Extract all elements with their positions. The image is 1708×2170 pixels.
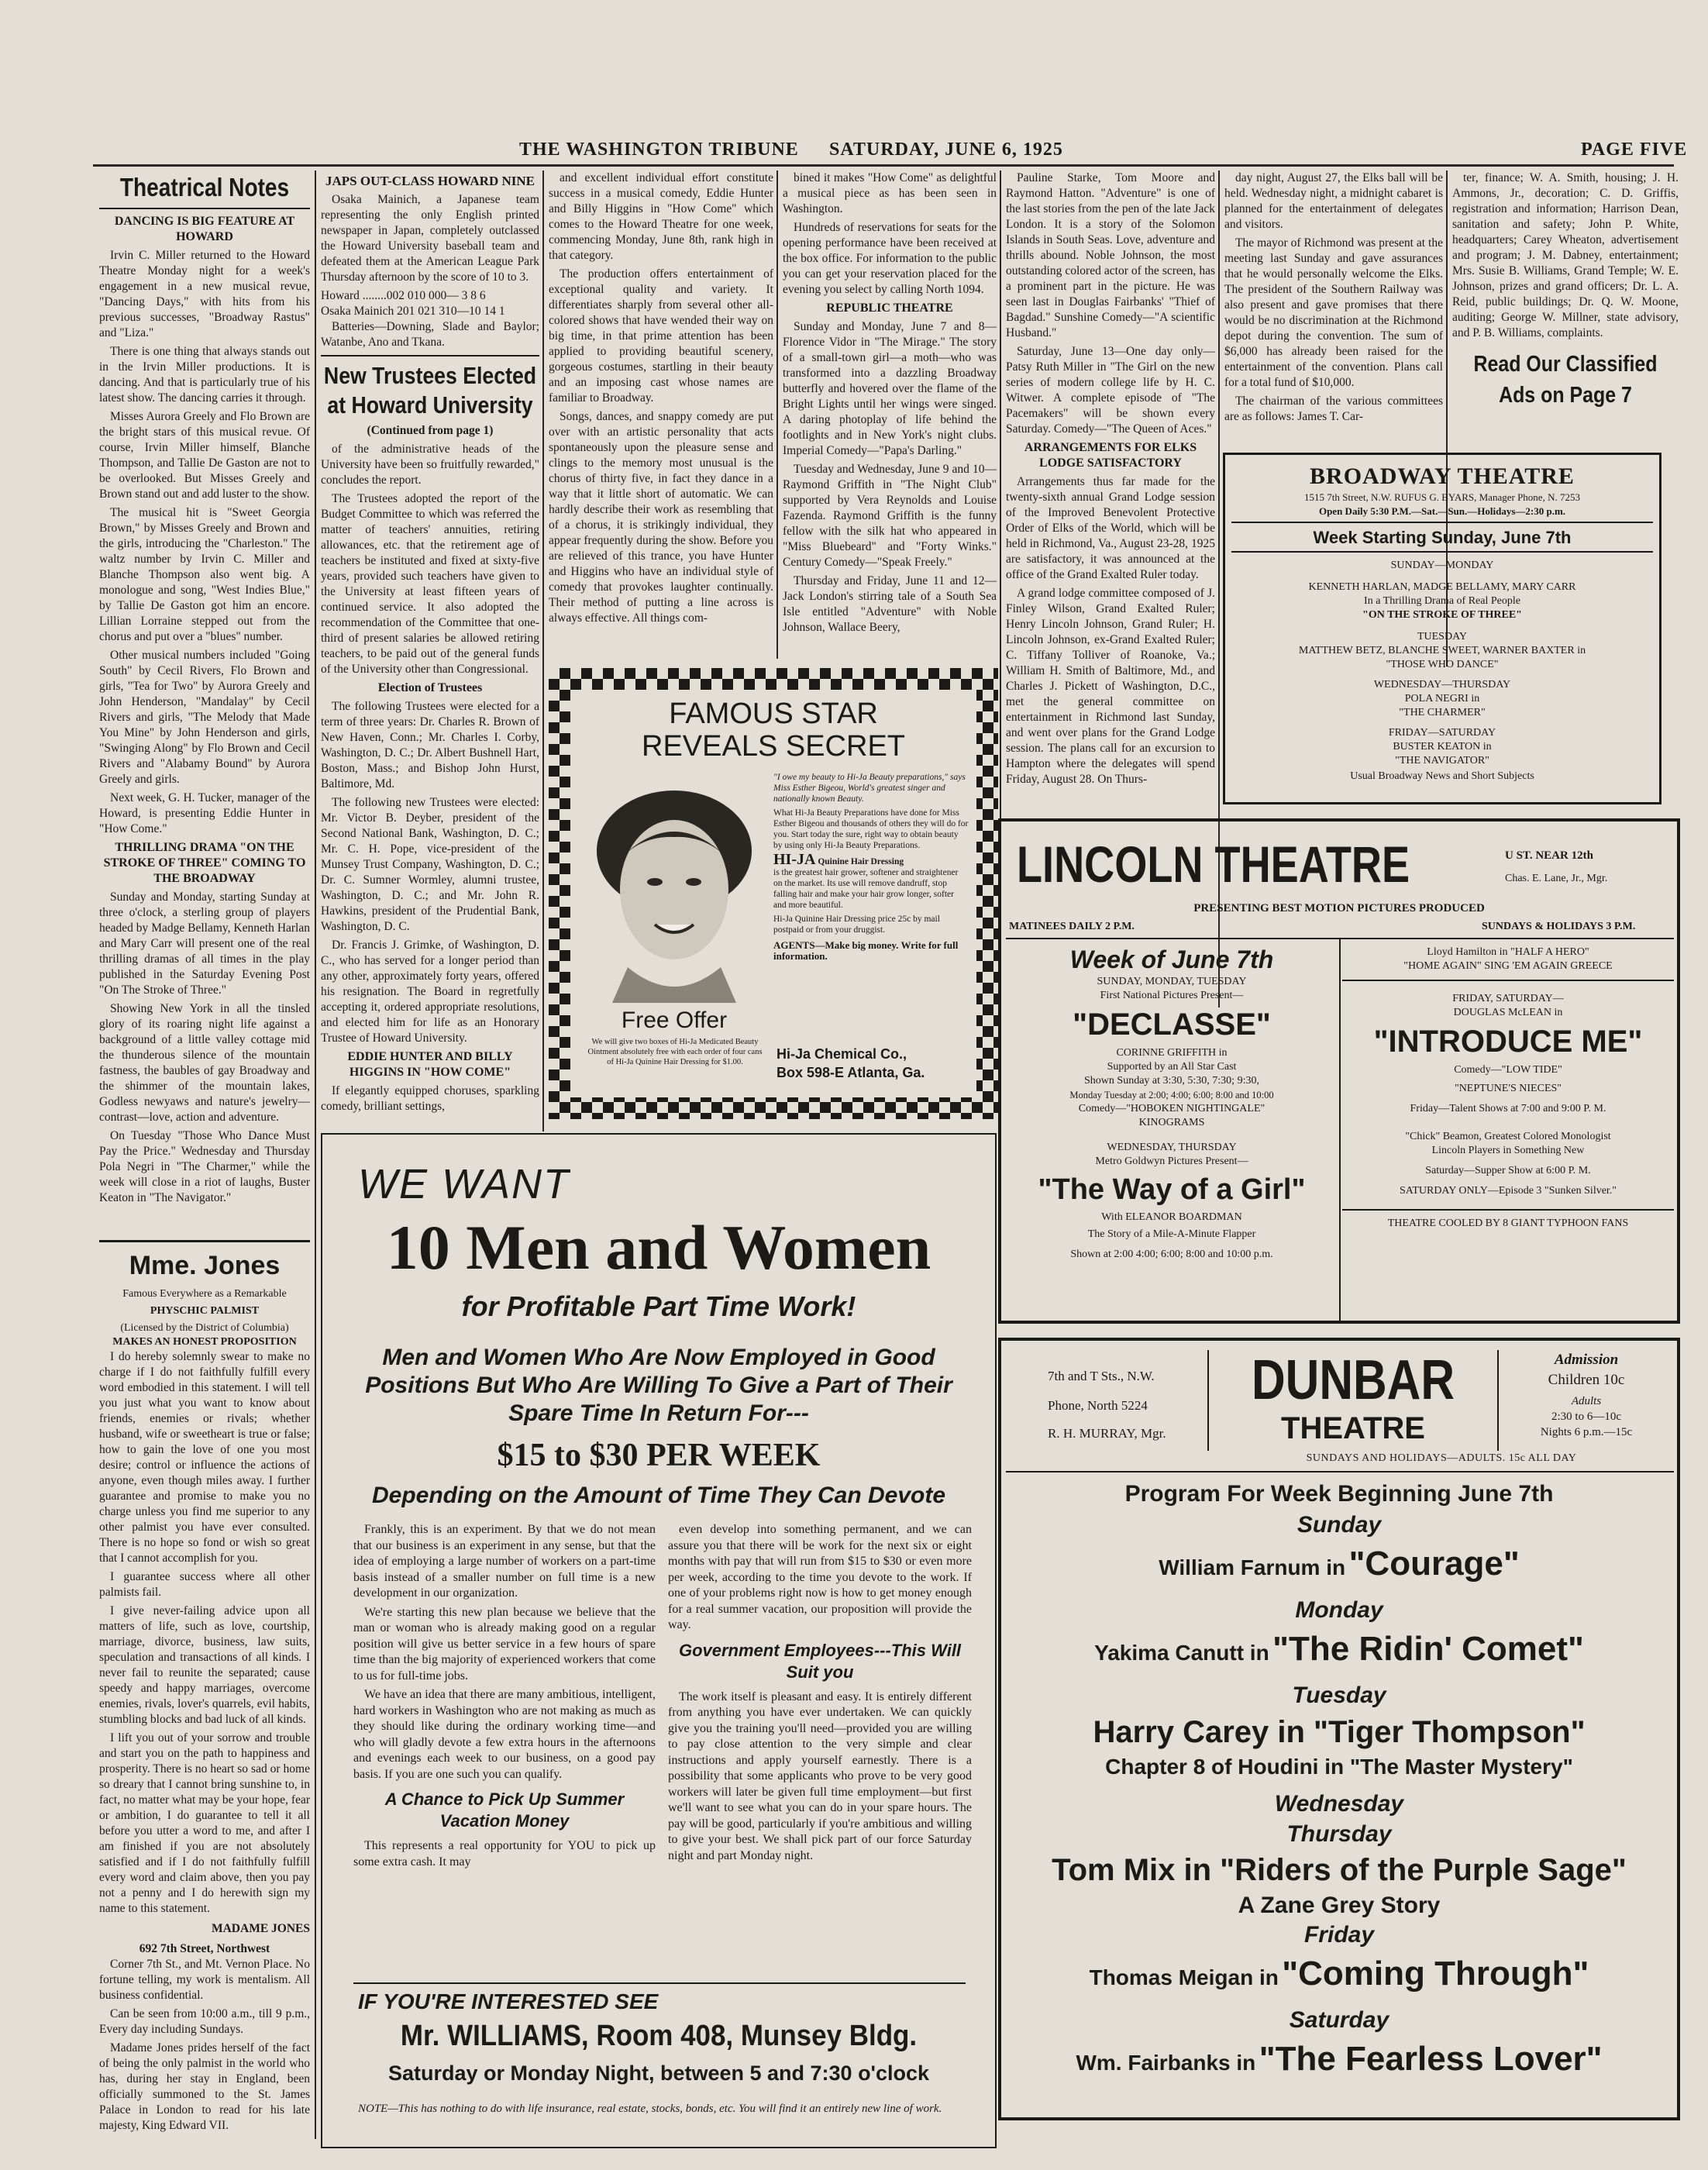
ad-headline: MAKES AN HONEST PROPOSITION [112, 1336, 297, 1348]
ad-we-want [321, 1133, 997, 2148]
article-text: of the administrative heads of the University have been so fruitfully rewarded," concludes the report. [321, 443, 539, 487]
ad-text: I lift you out of your sorrow and trouble and start you on the path to happiness and prosperity. There is no heart so sad or home so dreary that I cannot bring sunshine to, in fact, no matter what may be your hope, fear or ambition, I do guarantee to tell it all before you utter a word to me, and after I am finished if you are not absolutely satisfied and if I do not faithfully fulfill every word and claim above, then you pay not a penny and I do herewith sign my name to this statement. [99, 1731, 310, 1915]
article-text: Next week, G. H. Tucker, manager of the Howard, is presenting Eddie Hunter in "How Come." [99, 791, 310, 835]
program-heading: Program For Week Beginning June 7th [1124, 1481, 1554, 1507]
ad-free-text: We will give two boxes of Hi-Ja Medicated Beauty Ointment absolutely free with each order of four cans of Hi-Ja Quinine Hair Dressing for $1.00. [587, 1038, 763, 1066]
ad-broadway-theatre [1223, 453, 1662, 804]
schedule-line: Comedy—"HOBOKEN NIGHTINGALE" [1078, 1103, 1266, 1114]
ad-signature: MADAME JONES [211, 1922, 310, 1935]
classified-notice: Read Our Classified Ads on Page 7 [1473, 352, 1658, 408]
lincoln-left [1006, 944, 1338, 1262]
ad-title: FAMOUS STAR [669, 698, 878, 730]
ad-text: We're starting this new plan because we believe that the man or woman who is already making good on a regular position will give us better service in a few hours of spare time than the big majority of experienced workers that come to us for full-time jobs. [353, 1605, 656, 1683]
masthead-paper: THE WASHINGTON TRIBUNE [519, 140, 799, 160]
program-film: "The Ridin' Comet" [1272, 1630, 1584, 1668]
article-text: ter, finance; W. A. Smith, housing; J. H. Ammons, Jr., decoration; C. D. Griffis, registration and information; Harrison Dean, sanitation and safety; John P. White, headquarters; Carey Wheaton, advertisement and program; J. M. Dabney, entertainment; Mrs. Susie B. Williams, Grand Temple; W. E. Johnson, prizes and grand officers; Dr. L. A. Reid, public buildings; Dr. Q. W. Moone, auditing; George W. Millner, state advisory, and P. B. Williams, complaints. [1452, 171, 1679, 339]
article-text: day night, August 27, the Elks ball will be held. Wednesday night, a midnight cabaret is planned for the entertainment of delegates and visitors. [1224, 171, 1443, 231]
ad-lincoln-theatre [998, 818, 1680, 1324]
theatre-manager: Chas. E. Lane, Jr., Mgr. [1505, 873, 1608, 884]
schedule-film: "THOSE WHO DANCE" [1386, 659, 1499, 670]
film-title: "The Way of a Girl" [1038, 1173, 1306, 1206]
program-day: Thursday [1286, 1821, 1392, 1847]
program-actor: Yakima Canutt in [1094, 1641, 1269, 1665]
ad-text: Can be seen from 10:00 a.m., till 9 p.m., Every day including Sundays. [99, 2007, 310, 2036]
article-text: A grand lodge committee composed of J. Finley Wilson, Grand Exalted Ruler; Henry Lincoln Johnson, Grand Ruler; H. Lincoln Johnson, ex-Grand Exalted Ruler; C. Tiffany Tolliver of Roanoke, Va.; William H. Smith of Baltimore, Md., and Charles J. Pickett of Washington, D.C., met the general committee on entertainment in Richmond last Sunday, and went over plans for the Grand Lodge session. The plans call for an excursion to Hampton where the delegates will spend Friday, August 28. On Thurs- [1006, 587, 1215, 786]
program-actor: William Farnum in [1159, 1555, 1346, 1579]
dunbar-program [1001, 1479, 1677, 2091]
program-day: Tuesday [1292, 1683, 1386, 1708]
program-film: "The Fearless Lover" [1259, 2040, 1603, 2078]
column-rule [542, 170, 544, 1132]
schedule-line: Lloyd Hamilton in "HALF A HERO" [1427, 946, 1589, 958]
brand-name: HI-JA [773, 851, 816, 868]
continued-note: (Continued from page 1) [367, 424, 494, 437]
schedule-line: KINOGRAMS [1138, 1117, 1205, 1128]
masthead-page: PAGE FIVE [1581, 140, 1688, 160]
program-day: Friday [1303, 1922, 1375, 1948]
article-text: If elegantly equipped choruses, sparkling comedy, brilliant settings, [321, 1084, 539, 1113]
ad-divider [353, 1982, 966, 1984]
program-serial: Chapter 8 of Houdini in "The Master Mystery" [1105, 1755, 1573, 1779]
schedule-line: Monday Tuesday at 2:00; 4:00; 6:00; 8:00 and 10:00 [1069, 1090, 1274, 1100]
schedule-film: "THE CHARMER" [1399, 707, 1486, 718]
ad-subhead: A Chance to Pick Up Summer Vacation Money [384, 1789, 625, 1831]
theatre-address: 1515 7th Street, N.W. RUFUS G. BYARS, Manager Phone, N. 7253 [1304, 491, 1580, 503]
program-film: Tom Mix in "Riders of the Purple Sage" [1052, 1853, 1627, 1887]
brand-product: Quinine Hair Dressing [818, 857, 904, 866]
headline-trustees: New Trustees Elected at Howard University [323, 362, 537, 418]
ad-subheadline: for Profitable Part Time Work! [461, 1291, 856, 1322]
column-howard-news [321, 170, 539, 1132]
headline: THRILLING DRAMA "ON THE STROKE OF THREE" COMING TO THE BROADWAY [103, 841, 306, 885]
header-rule [93, 164, 1674, 167]
ad-text: Corner 7th St., and Mt. Vernon Place. No fortune telling, my work is mentalism. All business confidential. [99, 1958, 310, 2002]
ad-hija-border [549, 668, 998, 1119]
schedule-film: "ON THE STROKE OF THREE" [1362, 609, 1522, 621]
ad-hija [570, 690, 976, 1097]
ad-text: is the greatest hair grower, softener and straightener on the market. Its use will remove dandruff, stop falling hair and make your hair grow longer, softer and more beautiful. [773, 868, 959, 910]
schedule-day: FRIDAY—SATURDAY [1388, 727, 1496, 739]
column-committees [1452, 170, 1679, 450]
ad-company: Hi-Ja Chemical Co., [777, 1046, 907, 1062]
ad-agents: AGENTS—Make big money. Write for full information. [773, 939, 959, 962]
ad-left-column [353, 1522, 656, 1979]
schedule-footer: THEATRE COOLED BY 8 GIANT TYPHOON FANS [1387, 1218, 1629, 1229]
theatre-title: DUNBAR [1251, 1350, 1455, 1410]
ad-contact: Mr. WILLIAMS, Room 408, Munsey Bldg. [400, 2020, 918, 2052]
schedule-desc: In a Thrilling Drama of Real People [1364, 595, 1520, 607]
program-actor: Wm. Fairbanks in [1076, 2051, 1256, 2075]
ad-note: NOTE—This has nothing to do with life insurance, real estate, stocks, bonds, etc. You will find it an entirely new line of work. [358, 2103, 942, 2115]
theatre-title: LINCOLN THEATRE [1017, 837, 1410, 891]
ad-text: I guarantee success where all other palmists fail. [99, 1570, 310, 1599]
program-note: A Zane Grey Story [1238, 1893, 1441, 1918]
schedule-cast: KENNETH HARLAN, MADGE BELLAMY, MARY CARR [1308, 581, 1576, 593]
schedule-line: DOUGLAS McLEAN in [1453, 1007, 1563, 1018]
box-score: Howard ........002 010 000— 3 8 6 [321, 289, 486, 302]
schedule-line: The Story of a Mile-A-Minute Flapper [1087, 1228, 1256, 1240]
schedule-film: "THE NAVIGATOR" [1395, 755, 1489, 766]
schedule-cast: POLA NEGRI in [1404, 693, 1480, 704]
ad-text: Madame Jones prides herself of the fact of being the only palmist in the world who has, during her stay in England, been officially summoned to the St. James Palace in London to read for his late majesty, King Edward VII. [99, 2041, 310, 2132]
schedule-line: Comedy—"LOW TIDE" [1454, 1064, 1562, 1076]
program-actor: Thomas Meigan in [1089, 1965, 1279, 1989]
program-film: Harry Carey in "Tiger Thompson" [1093, 1715, 1586, 1749]
schedule-line: "HOME AGAIN" SING 'EM AGAIN GREECE [1403, 960, 1613, 972]
article-text: The production offers entertainment of exceptional quality and variety. It differentiates sharply from several other all-colored shows that have wended their way on big time, in that prime attention has been applied to providing beautiful scenery, gorgeous costumes, startling in their beauty and an imposing cast whose names are familiar to Broadway. [549, 267, 773, 405]
column-theatrical-notes [99, 170, 310, 1209]
schedule-day: WEDNESDAY—THURSDAY [1373, 679, 1511, 691]
article-text: Other musical numbers included "Going South" by Cecil Rivers, Flo Brown and girls, "Tea for Two" by Aurora Greely and John Henderson, "Mandalay" by Cecil Rivers and girls, "The Melody that Made You Mine" by John Henderson and girls, "Swinging Along" by Flo Brown and Cecil Rivers and "Alabamy Bound" by Aurora Greely and girls. [99, 649, 310, 786]
lincoln-vdivider [1339, 938, 1341, 1321]
theatre-manager: R. H. MURRAY, Mgr. [1048, 1426, 1166, 1441]
ad-pay: $15 to $30 PER WEEK [497, 1438, 821, 1473]
program-day: Monday [1295, 1597, 1383, 1623]
dunbar-divider [1006, 1471, 1674, 1472]
article-text: Thursday and Friday, June 11 and 12—Jack London's stirring tale of a South Sea Isle entitled "Adventure" with Noble Johnson, Wallace Beery, [783, 574, 997, 634]
article-text: bined it makes "How Come" as delightful a musical piece as has been seen in Washington. [783, 171, 997, 215]
program-day: Wednesday [1274, 1791, 1404, 1817]
article-text: Sunday and Monday, June 7 and 8—Florence Vidor in "The Mirage." The story of a small-town girl—a moth—who was transformed into a dazzling Broadway butterfly and hovered over the flame of the Bright Lights until her wings were singed. A daring photoplay of life behind the footlights and in New York's night clubs. Imperial Comedy—"Papa's Darling." [783, 320, 997, 457]
column-rule [777, 170, 778, 659]
ad-text: Frankly, this is an experiment. By that we do not mean that our business is an experiment in any sense, but that the idea of employing a large number of workers on a part-time basis instead of a smaller number on full time is a new development in our organization. [353, 1523, 656, 1600]
ad-title: Mme. Jones [129, 1251, 281, 1280]
ad-subtitle: PHYSCHIC PALMIST [150, 1305, 260, 1317]
article-text: Songs, dances, and snappy comedy are put over with an artistic personality that acts spontaneously upon the pleasure sense and clings to the memory most unusual is the chorus of thirty five, in fact they dance in a way that it little short of automatic. We can hardly describe their work as resembling that of a chorus, it is strikingly individual, they appear frequently during the show. Before you are relieved of this trance, you have Hunter and Higgins who have an individual style of comedy that provokes laughter continually. Their method of putting a line across is always effective. All things com- [549, 410, 773, 625]
article-text: Tuesday and Wednesday, June 9 and 10—Raymond Griffith in "The Night Club" supported by Vera Reynolds and Louise Fazenda. Raymond Griffith is the funny fellow with the silk hat who appeared in "Miss Bluebeard" and "Forty Winks." Century Comedy—"Speak Freely." [783, 463, 997, 569]
article-text: Sunday and Monday, starting Sunday at three o'clock, a sterling group of players headed by Madge Bellamy, Kenneth Harlan and Mary Carr will present one of the real thrilling dramas of all times in the play published in the Saturday Evening Post "On The Stroke of Three." [99, 890, 310, 997]
ad-pay-note: Depending on the Amount of Time They Can Devote [371, 1483, 946, 1508]
ad-subhead: Government Employees---This Will Suit you [678, 1640, 962, 1682]
ad-mme-jones [99, 1240, 310, 2155]
article-text: Misses Aurora Greely and Flo Brown are the bright stars of this musical revue. Of course, Irvin Miller himself, Blanche Thompson, and Tallie De Gaston are not to be overlooked. But Misses Greely and Brown stand out and add luster to the show. [99, 410, 310, 501]
headline: DANCING IS BIG FEATURE AT HOWARD [114, 215, 295, 243]
schedule-line: Friday—Talent Shows at 7:00 and 9:00 P. M. [1410, 1103, 1606, 1114]
schedule-line: SATURDAY ONLY—Episode 3 "Sunken Silver." [1399, 1185, 1617, 1197]
ad-contact-time: Saturday or Monday Night, between 5 and 7:30 o'clock [387, 2062, 930, 2085]
portrait-image [581, 773, 767, 1003]
column-elks-cont [1224, 170, 1443, 450]
ad-title: REVEALS SECRET [642, 730, 905, 763]
schedule-day: WEDNESDAY, THURSDAY [1107, 1142, 1237, 1153]
film-title: "INTRODUCE ME" [1373, 1025, 1643, 1059]
week-heading: Week Starting Sunday, June 7th [1313, 528, 1572, 547]
article-text: Pauline Starke, Tom Moore and Raymond Hatton. "Adventure" is one of the last stories from the pen of the late Jack London. It is a story of the Solomon Islands in South Seas. Love, adventure and thrills abound. Noble Johnson, the most outstanding colored actor of the screen, has a prominent part in the picture. He was seen last in Douglas Fairbanks' "Thief of Bagdad." Sunshine Comedy—"A scientific Husband." [1006, 171, 1215, 339]
article-text: Dr. Francis J. Grimke, of Washington, D. C., who has served for a longer period than any other, approximately forty years, offered his resignation. The Board in regretfully accepting it, ordered appropriate resolutions, and elected him for life as an Honorary Trustee of Howard University. [321, 939, 539, 1045]
subhead: Election of Trustees [377, 681, 483, 694]
article-text: Batteries—Downing, Slade and Baylor; Watanbe, Ano and Tkana. [321, 320, 539, 349]
schedule-day: FRIDAY, SATURDAY— [1452, 993, 1564, 1004]
theatre-title: BROADWAY THEATRE [1310, 463, 1575, 489]
schedule-cast: MATTHEW BETZ, BLANCHE SWEET, WARNER BAXTER in [1298, 645, 1586, 656]
article-text: The chairman of the various committees are as follows: James T. Car- [1224, 394, 1443, 423]
ad-dunbar-theatre [998, 1338, 1680, 2120]
theatre-phone: Phone, North 5224 [1048, 1398, 1148, 1413]
article-text: Osaka Mainich, a Japanese team representing the only English printed newspaper in Japan, completely outclassed the Howard University baseball team and defeated them at the American League Park Thursday afternoon by the score of 10 to 3. [321, 193, 539, 284]
admission-label: Admission [1554, 1352, 1619, 1368]
ad-company-address: Box 598-E Atlanta, Ga. [777, 1065, 925, 1080]
ad-address: 692 7th Street, Northwest [139, 1942, 270, 1955]
article-text: The mayor of Richmond was present at the meeting last Sunday and gave assurances that he would personally welcome the Elks. The president of the Southern Railway was also present and gave promises that there would be no discrimination at the Richmond depot during the convention. The sum of $6,000 has already been raised for the entertainment of the convention. Plans call for a total fund of $10,000. [1224, 236, 1443, 389]
theatre-tagline: PRESENTING BEST MOTION PICTURES PRODUCED [1193, 902, 1485, 914]
program-film: "Coming Through" [1282, 1955, 1589, 1993]
lincoln-right [1342, 946, 1674, 1231]
article-text: Irvin C. Miller returned to the Howard Theatre Monday night for a week's engagement in a new musical revue, "Dancing Days," with hits from his previous successes, "Broadway Rastus" and "Liza." [99, 249, 310, 339]
dunbar-title-box [1497, 1350, 1499, 1451]
ad-body-headline: Men and Women Who Are Now Employed in Good Positions But Who Are Willing To Give a Part of Their Spare Time In Return For--- [365, 1345, 952, 1426]
admission-matinee: 2:30 to 6—10c [1551, 1410, 1621, 1423]
ad-text: I do hereby solemnly swear to make no charge if I do not faithfully fulfill every word embodied in this statement. I will tell you just what you want to know about friends, enemies or rivals; whether husband, wife or sweetheart is true or false; how to gain the love of one you most desire; control or influence the actions of anyone, even though miles away. I further guarantee and promise to make you no charge unless you find me superior to any other palmist you have ever consulted. There is no hope so fond or wish so great that I cannot accomplish for you. [99, 1350, 310, 1565]
section-title: Theatrical Notes [119, 173, 290, 202]
ad-text: even develop into something permanent, and we can assure you that there will be work for the next six or eight months with pay that will run from $15 to $30 or even more per week, according to the time you devote to the work. If one of your problems right now is how to get money enough for a real summer vacation, our proposition will provide the way. [668, 1523, 972, 1631]
box-score: Osaka Mainich 201 021 310—10 14 1 [321, 305, 505, 318]
program-film: "Courage" [1348, 1545, 1520, 1583]
column-republic [783, 170, 997, 666]
headline: ARRANGEMENTS FOR ELKS LODGE SATISFACTORY [1024, 441, 1197, 470]
admission-nights: Nights 6 p.m.—15c [1540, 1426, 1633, 1438]
schedule-line: First National Pictures Present— [1100, 990, 1244, 1001]
schedule-line: "NEPTUNE'S NIECES" [1454, 1083, 1562, 1094]
ad-text: What Hi-Ja Beauty Preparations have done for Miss Esther Bigeou and thousands of others they will do for you. Start today the sure, right way to obtain beauty by using only Hi-Ja Beauty Preparations. [773, 808, 969, 850]
article-text: Arrangements thus far made for the twenty-sixth annual Grand Lodge session of the Improved Benevolent Protective Order of Elks of the World, which will be held in Richmond, Va., August 23-28, 1925 are satisfactory, it was announced at the office of the Grand Exalted Ruler today. [1006, 475, 1215, 581]
ad-text: We have an idea that there are many ambitious, intelligent, hard workers in Washington who are not making as much as they should like during the ordinary working time—and who will gladly devote a few extra hours in the afternoons and evenings each week to our business, on a good pay basis. If you are one such you can qualify. [353, 1688, 656, 1781]
schedule-line: Lincoln Players in Something New [1431, 1145, 1585, 1156]
schedule-line: Shown Sunday at 3:30, 5:30, 7:30; 9:30, [1084, 1075, 1259, 1087]
theatre-hours: Open Daily 5:30 P.M.—Sat.—Sun.—Holidays—2:30 p.m. [1318, 505, 1566, 517]
program-day: Sunday [1296, 1512, 1382, 1538]
article-text: and excellent individual effort constitute success in a musical comedy, Eddie Hunter and Billy Higgins in "How Come" which comes to the Howard Theatre for one week, commencing Monday, June 8th, rank high in that category. [549, 171, 773, 262]
schedule-line: Saturday—Supper Show at 6:00 P. M. [1425, 1165, 1591, 1176]
schedule-line: "Chick" Beamon, Greatest Colored Monologist [1405, 1131, 1611, 1142]
article-text: The following Trustees were elected for a term of three years: Dr. Charles R. Brown of New Haven, Conn.; Mr. Charles I. Corby, Washington, D. C.; Dr. Albert Bushnell Hart, Boston, Mass.; and Bishop John Hurst, Baltimore, Md. [321, 700, 539, 790]
ad-text: Hi-Ja Quinine Hair Dressing price 25c by mail postpaid or from your druggist. [773, 914, 940, 935]
article-text: There is one thing that always stands out in the Irvin Miller productions. It is dancing. And that is particularly true of his latest show. The dancing carries it through. [99, 345, 310, 405]
schedule-line: Supported by an All Star Cast [1107, 1061, 1237, 1073]
ad-text [773, 772, 969, 962]
admission-children: Children 10c [1548, 1372, 1625, 1388]
headline: REPUBLIC THEATRE [826, 301, 953, 315]
masthead-date: SATURDAY, JUNE 6, 1925 [829, 140, 1063, 160]
ad-note: (Licensed by the District of Columbia) [120, 1322, 289, 1334]
ad-text: I give never-failing advice upon all matters of life, such as love, courtship, marriage, divorce, business, law suits, speculation and transactions of all kinds. I never fail to reunite the separated; cause speedy and happy marriages, overcome enemies, rivals, lover's quarrels, evil habits, stumbling blocks and bad luck of all kinds. [99, 1604, 310, 1726]
schedule-line: CORINNE GRIFFITH in [1116, 1047, 1228, 1059]
admission-adults: Adults [1571, 1395, 1602, 1407]
article-text: The following new Trustees were elected: Mr. Victor B. Deyber, president of the Second National Bank, Washington, D. C.; Mr. C. H. Pope, vice-president of the Munsey Trust Company, Washington, D. C.; Dr. C. Sumner Wormley, alumni trustee, Washington, D. C.; and Mr. John R. Hawkins, president of the Prudential Bank, Washington, D. C. [321, 796, 539, 933]
article-text: On Tuesday "Those Who Dance Must Pay the Price." Wednesday and Thursday Pola Negri in "The Charmer," while the week will close in a riot of laughs, Buster Keaton in "The Navigator." [99, 1129, 310, 1204]
column-rule [315, 170, 316, 2139]
ad-interested: IF YOU'RE INTERESTED SEE [358, 1989, 659, 2013]
ad-free-offer: Free Offer [621, 1008, 728, 1033]
ad-text: The work itself is pleasant and easy. It is entirely different from anything you have ever undertaken. We can quickly give you the training you'll need—provided you are willing to pay close attention to the very simple and clear instructions and apply yourself earnestly. There is a possibility that some applicants who prove to be very good workers will later be given full time employment—but first we'll want to see what you can do in your spare hours. The pay will be good, particularly if you're ambitious and willing to give your best. We shall pick part of our force Saturday night and part Monday night. [668, 1690, 972, 1862]
schedule-day: TUESDAY [1417, 631, 1468, 642]
schedule-day: SUNDAY—MONDAY [1390, 560, 1494, 571]
ad-headline: 10 Men and Women [386, 1212, 931, 1283]
schedule-cast: BUSTER KEATON in [1393, 741, 1492, 753]
schedule-day: SUNDAY, MONDAY, TUESDAY [1097, 976, 1247, 987]
headline: JAPS OUT-CLASS HOWARD NINE [325, 174, 535, 188]
ad-right-column [668, 1522, 972, 1979]
sunday-admission: SUNDAYS AND HOLIDAYS—ADULTS. 15c ALL DAY [1306, 1452, 1577, 1464]
headline: EDDIE HUNTER AND BILLY HIGGINS IN "HOW COME" [347, 1050, 513, 1079]
week-heading: Week of June 7th [1069, 946, 1274, 973]
article-text: The musical hit is "Sweet Georgia Brown," by Misses Greely and Brown and the girls, introducing the "Charleston." The waltz number by Irvin C. Miller and Blanche Thompson also went big. A monologue and song, "West Indies Blue," by Tallie De Gaston got him an encore. Lillian Lorraine stepped out from the chorus and put over a "blues" number. [99, 506, 310, 643]
film-title: "DECLASSE" [1073, 1008, 1271, 1042]
article-text: Saturday, June 13—One day only—Patsy Ruth Miller in "The Girl on the new series of modern college life by H. C. Witwer. A complete episode of "The Pacemakers" will be shown every Saturday. Comedy—"The Queen of Aces." [1006, 345, 1215, 436]
article-text: The Trustees adopted the report of the Budget Committee to which was referred the matter of teachers' annuities, retiring allowances, etc. that the retirement age of teachers be instituted and fixed at sixty-five years, provided such teachers have given to the University at least fifteen years of continued service. It also adopted the recommendation of the Committee that one-third of present salaries be allowed retiring teachers, to be paid out of the general funds of the University other than Congressional. [321, 492, 539, 676]
ad-quote: "I owe my beauty to Hi-Ja Beauty preparations," says Miss Esther Bigeou, World's greatest singer and nationally known Beauty. [773, 773, 966, 804]
ad-text: This represents a real opportunity for YOU to pick up some extra cash. It may [353, 1839, 656, 1869]
schedule-line: With ELEANOR BOARDMAN [1101, 1211, 1242, 1223]
theatre-sundays: SUNDAYS & HOLIDAYS 3 P.M. [1482, 921, 1636, 932]
schedule-footer: Usual Broadway News and Short Subjects [1350, 770, 1534, 782]
theatre-matinee: MATINEES DAILY 2 P.M. [1009, 921, 1135, 932]
theatre-title-sub: THEATRE [1281, 1411, 1425, 1445]
schedule-line: Metro Goldwyn Pictures Present— [1095, 1156, 1248, 1167]
article-text: Hundreds of reservations for seats for the opening performance have been received at the box office. For information to the public you can get your reservation placed for the evening you select by calling North 1094. [783, 221, 997, 296]
program-day: Saturday [1289, 2007, 1389, 2033]
theatre-address: U ST. NEAR 12th [1505, 849, 1593, 862]
ad-subtitle: Famous Everywhere as a Remarkable [122, 1288, 287, 1300]
schedule-line: Shown at 2:00 4:00; 6:00; 8:00 and 10:00 p.m. [1070, 1249, 1273, 1260]
column-how-come [549, 170, 773, 666]
theatre-address: 7th and T Sts., N.W. [1048, 1369, 1155, 1383]
article-text: Showing New York in all the tinsled glory of its roaring night life against a background of a little valley cottage mid the thunderous silence of the mountain fastness, the baubles of gay Broadway and the shimmer of the mountain lakes, Godless newyaws and nature's jewelry—contrast—love, action and adventure. [99, 1002, 310, 1124]
ad-we-want-title: WE WANT [358, 1161, 570, 1207]
